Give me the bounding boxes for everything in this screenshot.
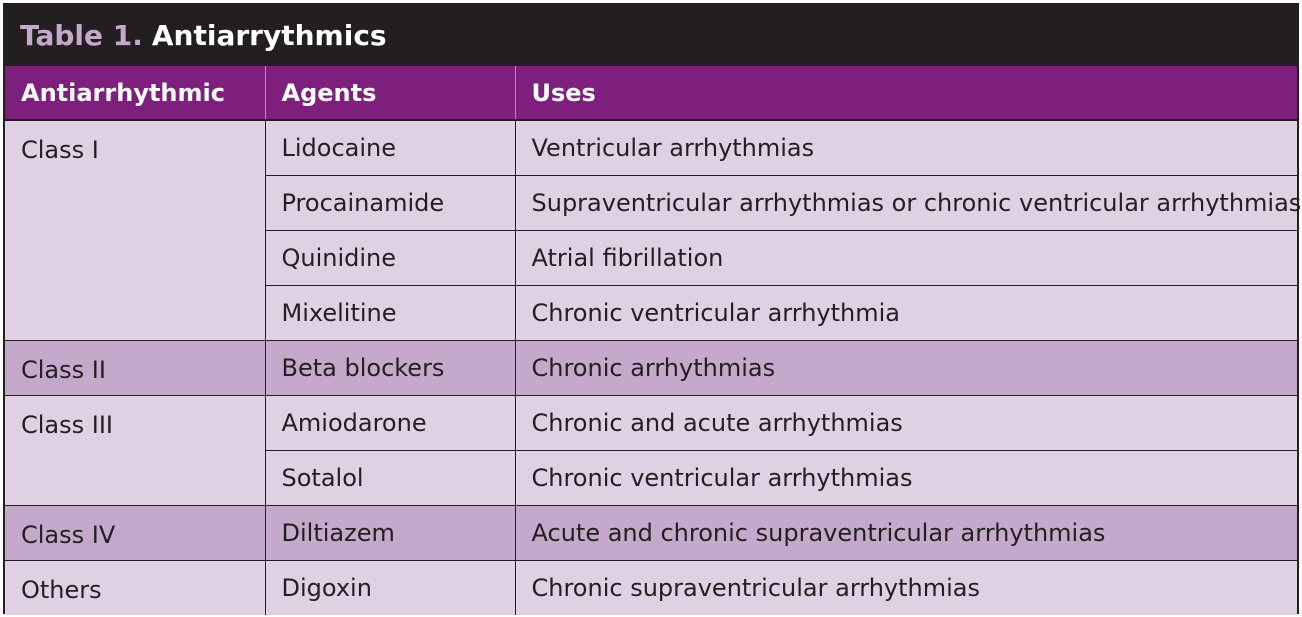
table-row — [5, 120, 1297, 175]
antiarrhythmics-table-figure — [3, 3, 1302, 614]
table-body — [5, 120, 1302, 615]
antiarrhythmic-class-cell: Class I — [5, 120, 265, 340]
antiarrhythmic-class-cell: Class IV — [5, 505, 265, 560]
antiarrhythmic-class-cell: Class II — [5, 340, 265, 395]
use-cell: Chronic ventricular arrhythmia — [515, 285, 1297, 340]
use-cell: Atrial fibrillation — [515, 230, 1297, 285]
use-cell: Chronic supraventricular arrhythmias — [515, 560, 1297, 615]
use-cell: Acute and chronic supraventricular arrhythmias — [515, 505, 1297, 560]
agent-cell: Lidocaine — [265, 120, 515, 175]
table-row — [5, 505, 1297, 560]
agent-cell: Quinidine — [265, 230, 515, 285]
agent-cell: Mixelitine — [265, 285, 515, 340]
use-cell: Chronic arrhythmias — [515, 340, 1297, 395]
agent-cell: Sotalol — [265, 450, 515, 505]
column-header-agents: Agents — [265, 66, 515, 120]
agent-cell: Digoxin — [265, 560, 515, 615]
agent-cell: Diltiazem — [265, 505, 515, 560]
agent-cell: Beta blockers — [265, 340, 515, 395]
table-title: Antiarrythmics — [151, 19, 387, 52]
use-cell: Ventricular arrhythmias — [515, 120, 1297, 175]
agent-cell: Procainamide — [265, 175, 515, 230]
antiarrhythmic-class-cell: Others — [5, 560, 265, 615]
column-header-uses: Uses — [515, 66, 1297, 120]
agent-cell: Amiodarone — [265, 395, 515, 450]
antiarrhythmic-class-cell: Class III — [5, 395, 265, 505]
use-cell: Chronic and acute arrhythmias — [515, 395, 1297, 450]
table-row — [5, 395, 1297, 450]
table-row — [5, 340, 1297, 395]
use-cell: Chronic ventricular arrhythmias — [515, 450, 1297, 505]
table-number: Table 1. — [20, 19, 143, 52]
use-cell: Supraventricular arrhythmias or chronic ventricular arrhythmias — [515, 175, 1297, 230]
header-row — [5, 66, 1297, 120]
table-row — [5, 560, 1297, 615]
table-title-bar — [5, 5, 1297, 66]
column-header-antiarrhythmic: Antiarrhythmic — [5, 66, 265, 120]
antiarrhythmics-table — [5, 66, 1302, 615]
